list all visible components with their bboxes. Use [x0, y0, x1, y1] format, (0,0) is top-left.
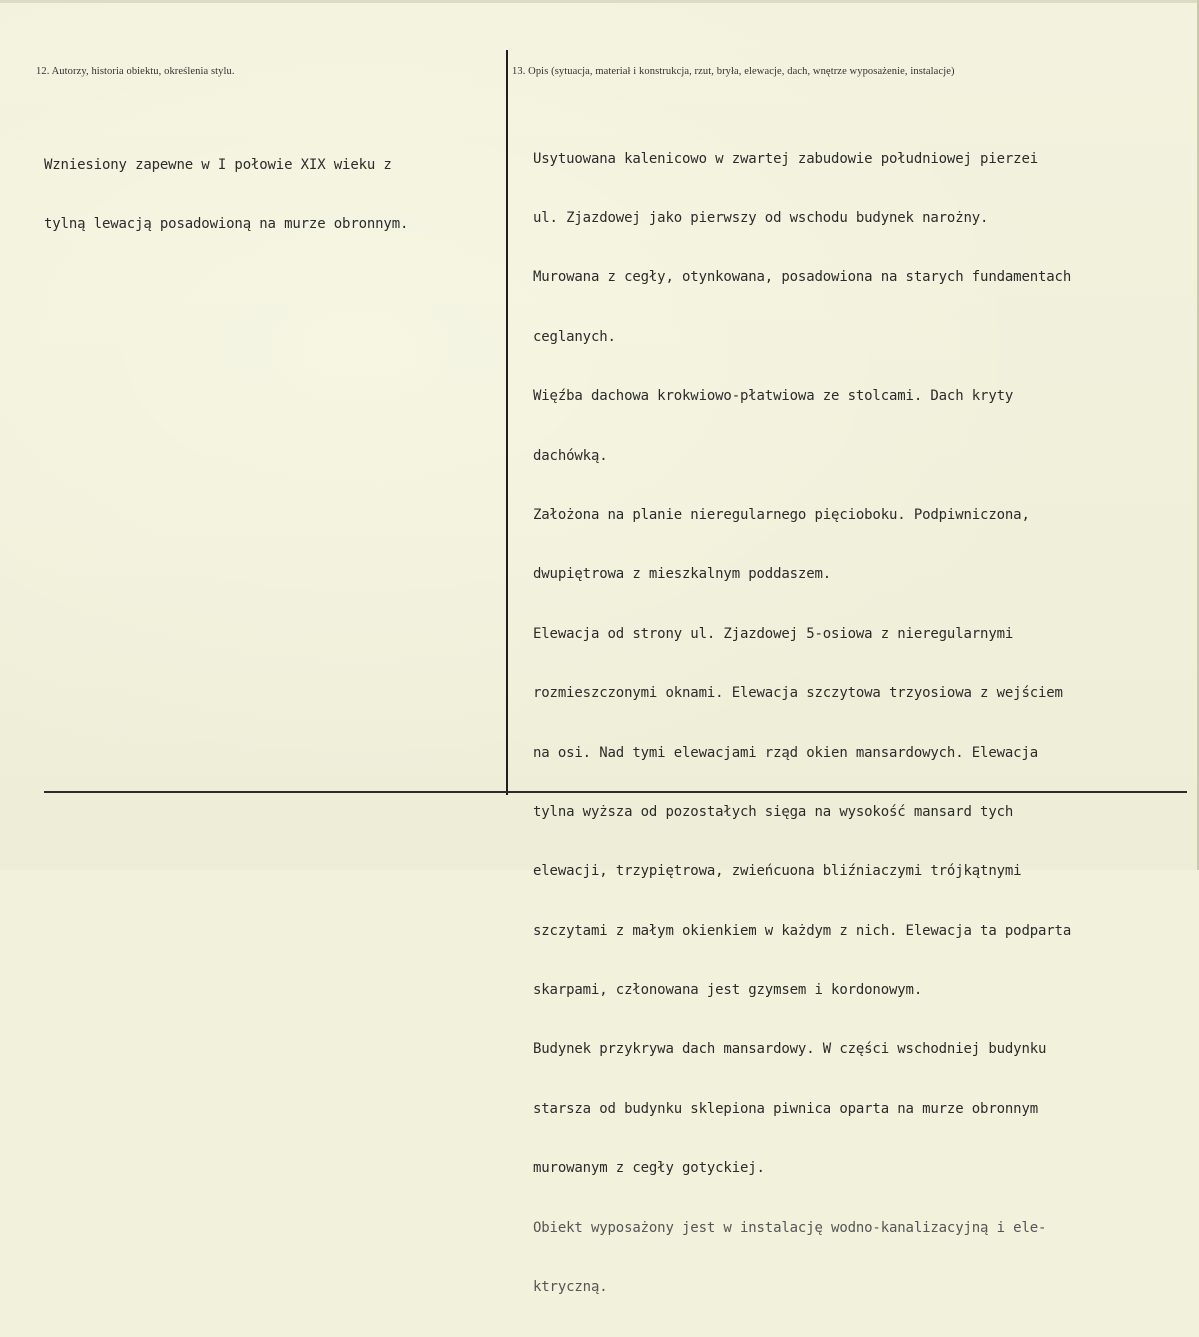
- section-13-line: ul. Zjazdowej jako pierwszy od wschodu budynek narożny.: [533, 209, 989, 226]
- section-13-text: [533, 110, 1071, 1337]
- section-13-line: skarpami, członowana jest gzymsem i kordonowym.: [533, 982, 923, 999]
- section-12-label: 12. Autorzy, historia obiektu, określenia stylu.: [36, 66, 235, 77]
- section-13-line: Elewacja od strony ul. Zjazdowej 5-osiowa z nieregularnymi: [533, 625, 1014, 642]
- section-13-line: szczytami z małym okienkiem w każdym z nich. Elewacja ta podparta: [533, 922, 1072, 939]
- section-13-line: ktryczną.: [533, 1279, 608, 1296]
- column-divider: [506, 50, 508, 795]
- section-13-line: elewacji, trzypiętrowa, zwieńcuona bliźniaczymi trójkątnymi: [533, 863, 1022, 880]
- section-13-line: Usytuowana kalenicowo w zwartej zabudowie południowej pierzei: [533, 150, 1039, 167]
- section-12-text: [44, 116, 408, 274]
- page-top-edge: [0, 0, 1199, 3]
- section-13-line: Murowana z cegły, otynkowana, posadowiona na starych fundamentach: [533, 269, 1072, 286]
- section-13-line: tylna wyższa od pozostałych sięga na wysokość mansard tych: [533, 803, 1014, 820]
- section-13-line: starsza od budynku sklepiona piwnica oparta na murze obronnym: [533, 1100, 1039, 1117]
- section-13-line: dachówką.: [533, 447, 608, 464]
- section-13-line: rozmieszczonymi oknami. Elewacja szczytowa trzyosiowa z wejściem: [533, 685, 1063, 702]
- section-13-line: murowanym z cegły gotyckiej.: [533, 1160, 765, 1177]
- section-13-line: ceglanych.: [533, 328, 616, 345]
- section-13-line: dwupiętrowa z mieszkalnym poddaszem.: [533, 566, 832, 583]
- section-13-line: Budynek przykrywa dach mansardowy. W części wschodniej budynku: [533, 1041, 1047, 1058]
- section-13-line: Założona na planie nieregularnego pięcioboku. Podpiwniczona,: [533, 506, 1030, 523]
- section-13-line: Więźba dachowa krokwiowo-płatwiowa ze stolcami. Dach kryty: [533, 388, 1014, 405]
- section-12-line: Wzniesiony zapewne w I połowie XIX wieku z: [44, 156, 392, 173]
- section-13-line: na osi. Nad tymi elewacjami rząd okien mansardowych. Elewacja: [533, 744, 1039, 761]
- section-12-line: tylną lewacją posadowioną na murze obronnym.: [44, 215, 409, 232]
- section-13-line: Obiekt wyposażony jest w instalację wodno-kanalizacyjną i ele-: [533, 1219, 1047, 1236]
- section-13-label: 13. Opis (sytuacja, materiał i konstrukcja, rzut, bryła, elewacje, dach, wnętrze wyposażenie, instalacje): [512, 66, 955, 77]
